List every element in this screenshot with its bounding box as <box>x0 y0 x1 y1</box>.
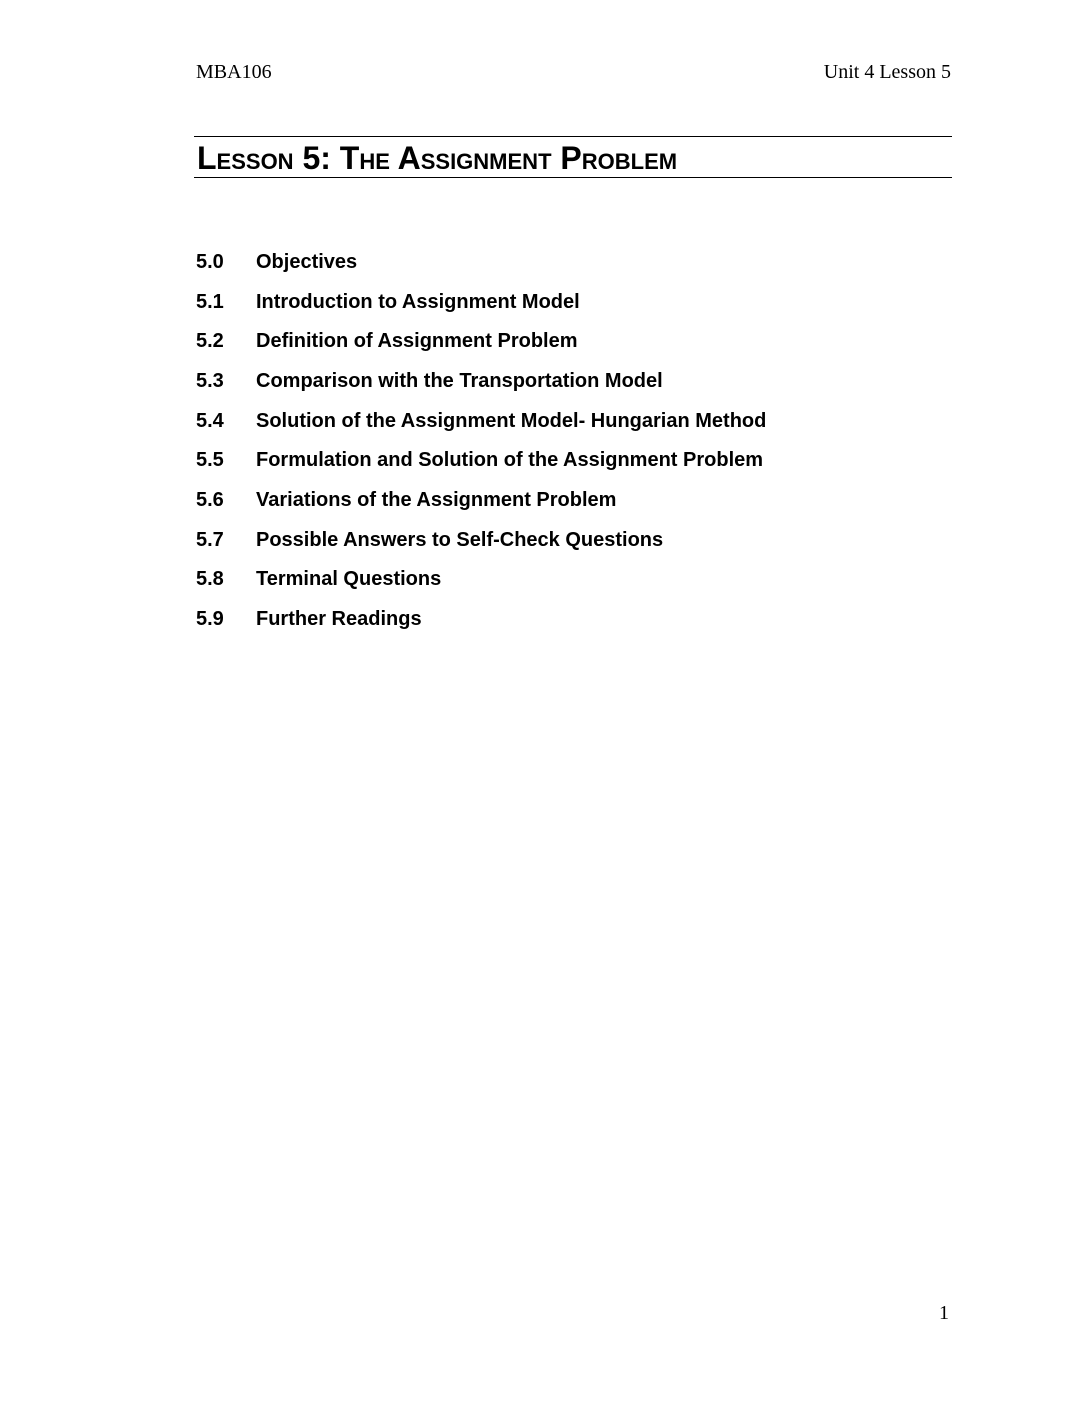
toc-item-label: Solution of the Assignment Model- Hungarian Method <box>256 409 767 432</box>
toc-item-label: Variations of the Assignment Problem <box>256 488 617 511</box>
toc-item <box>196 520 916 560</box>
title-block <box>194 136 952 178</box>
toc-item <box>196 440 916 480</box>
toc-item-number: 5.8 <box>196 568 224 591</box>
header-course-code: MBA106 <box>196 61 272 83</box>
toc-item <box>196 361 916 401</box>
toc-item-label: Further Readings <box>256 608 422 631</box>
toc-item-label: Definition of Assignment Problem <box>256 330 578 353</box>
toc-item <box>196 282 916 322</box>
toc-item-number: 5.2 <box>196 330 224 353</box>
toc-item-label: Possible Answers to Self-Check Questions <box>256 528 664 551</box>
toc-item-label: Objectives <box>256 250 358 273</box>
toc-item-number: 5.3 <box>196 369 224 392</box>
toc-item-number: 5.6 <box>196 488 224 511</box>
toc-item-label: Terminal Questions <box>256 568 442 591</box>
toc-item-number: 5.4 <box>196 409 224 432</box>
toc-item-number: 5.0 <box>196 250 224 273</box>
toc-item <box>196 321 916 361</box>
toc-item-number: 5.1 <box>196 290 224 313</box>
toc-item <box>196 599 916 639</box>
table-of-contents <box>196 242 916 639</box>
toc-item-number: 5.5 <box>196 449 224 472</box>
page-number: 1 <box>939 1302 949 1324</box>
toc-item-label: Comparison with the Transportation Model <box>256 369 663 392</box>
toc-item <box>196 560 916 600</box>
header-unit-lesson: Unit 4 Lesson 5 <box>823 61 951 83</box>
page-title: Lesson 5: The Assignment Problem <box>197 140 678 176</box>
toc-item-label: Formulation and Solution of the Assignment Problem <box>256 449 764 472</box>
toc-item <box>196 480 916 520</box>
toc-item-label: Introduction to Assignment Model <box>256 290 580 313</box>
toc-item-number: 5.9 <box>196 608 224 631</box>
toc-item <box>196 242 916 282</box>
toc-item-number: 5.7 <box>196 528 224 551</box>
toc-item <box>196 401 916 441</box>
